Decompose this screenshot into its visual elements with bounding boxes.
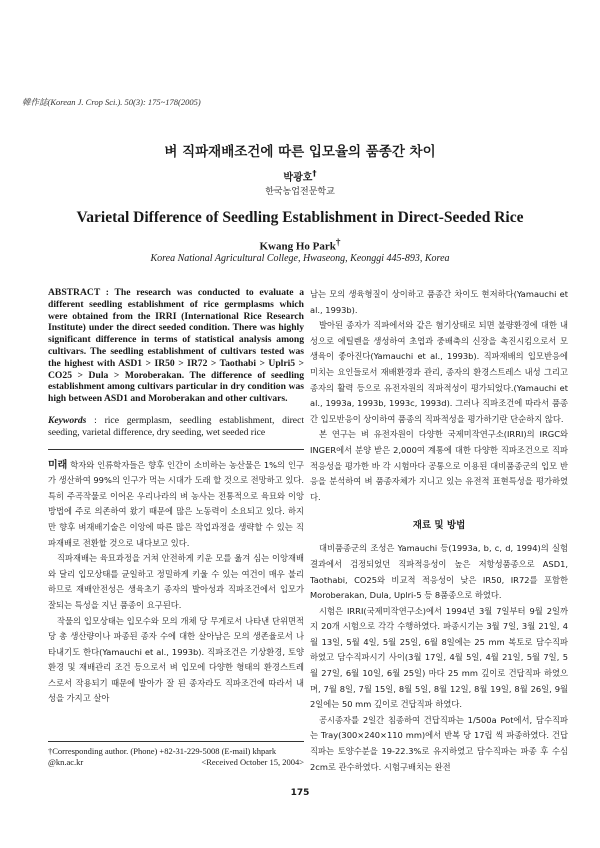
author-mark: † <box>312 168 317 178</box>
right-paragraph-3: 본 연구는 벼 유전자원이 다양한 국제미작연구소(IRRI)의 IRGC와 INGER에서 분양 받은 2,000여 계통에 대한 다양한 직파조건으로 직파 적응성을 평가한 바 각 시험마다 공통으로 이용된 대비품종군의 입모 반응을 분석하여 벼 품종자체가 지니고 있는 유전적 표현특성을 평가하였다. <box>310 429 568 502</box>
methods-paragraph-3: 공시종자를 2일간 침종하여 건답직파는 1/500a Pot에서, 담수직파는 Tray(300×240×110 mm)에서 반복 당 17립 씩 파종하였다. 건답직파는 토양수분을 19-22.3%로 유지하였고 담수직파는 파종 후 수심 2cm로 관수하였다. 시험구배치는 완전 <box>310 714 568 772</box>
footnote-email-domain: @kn.ac.kr <box>48 757 84 767</box>
korean-author <box>0 168 600 183</box>
abstract-divider <box>48 449 304 450</box>
methods-paragraph-1: 대비품종군의 조성은 Yamauchi 등(1993a, b, c, d, 1994)의 실험결과에서 검정되었던 직파적응성이 높은 저항성품종으로 ASD1, Taothabi, CO25와 비교적 적응성이 낮은 IR50, IR72를 포함한 Moroberakan, Dula, Uplri-5 등 8품종으로 하였다. <box>310 543 568 601</box>
author-mark-en: † <box>335 237 341 247</box>
methods-paragraph-2: 시험은 IRRI(국제미작연구소)에서 1994년 3월 7일부터 9월 2일까지 20개 시험으로 각각 수행하였다. 파종시기는 3월 7일, 3월 21일, 4월 13일, 5월 4일, 5월 25일, 6월 8일에는 25 mm 복토로 담수직파 하였고 담수직파시기 사이(3월 17일, 4월 5일, 4월 21일, 5월 7일, 5월 27일, 6월 10일, 6월 25일) 마다 25 mm 깊이로 건답직파 하였으며, 7월 8일, 7월 15일, 8월 5일, 8월 12일, 8월 19일, 8월 26일, 9월 2일에는 50 mm 깊이로 건답직파 하였다. <box>310 605 568 710</box>
methods-heading: 재료 및 방법 <box>412 520 466 532</box>
abstract: ABSTRACT : The research was conducted to evaluate a different seedling establishment of rice germplasms which were obtained from the IRRI (International Rice Research Institute) under the direct seeded condition. There was highly significant difference in terms of statistical analysis among cultivars. The seedling establishment of cultivars tested was the highest with ASD1 > IR50 > IR72 > Taothabi > Uplri5 > CO25 > Dula > Moroberakan. The difference of seedling establishment among cultivars particular in dry condition was high between ASD1 and Moroberakan and other cultivars. <box>48 287 304 405</box>
received-date: <Received October 15, 2004> <box>201 757 304 767</box>
intro-lead-word: 미래 <box>48 459 68 471</box>
right-column <box>310 287 568 775</box>
keywords-text: : rice germplasm, seedling establishment, direct seeding, varietal difference, dry seeding, wet seeded rice <box>48 414 304 438</box>
english-affiliation: Korea National Agricultural College, Hwaseong, Keonggi 445-893, Korea <box>150 253 450 264</box>
footnote-line-2 <box>48 757 304 768</box>
corresponding-footnote <box>48 741 304 768</box>
intro-text-1: 학자와 인류학자들은 향후 인간이 소비하는 농산물은 1%의 인구가 생산하여 99%의 인구가 먹는 시대가 도래 할 것으로 전망하고 있다. 특히 주곡작물로 이어온 우리나라의 벼 농사는 전통적으로 육묘와 이앙방법에 주로 의존하여 왔기 때문에 많은 노동력이 소요되고 있다. 하지만 향후 벼재배기술은 이앙에 따른 많은 작업과정을 생략할 수 있는 직파재배로 전환할 것으로 내다보고 있다. <box>48 459 304 548</box>
journal-header: 韓作誌(Korean J. Crop Sci.). 50(3): 175~178(2005) <box>22 97 201 107</box>
left-column <box>48 287 304 707</box>
korean-title: 벼 직파재배조건에 따른 입모율의 품종간 차이 <box>164 144 436 160</box>
footnote-line-1: †Corresponding author. (Phone) +82-31-229-5008 (E-mail) khpark <box>48 746 277 756</box>
intro-paragraph-2: 직파재배는 육묘과정을 거쳐 안전하게 키운 모를 옮겨 심는 이앙재배와 달리 입모상태를 균일하고 정밀하게 키울 수 있는 여건이 매우 불리하므로 재배안전성은 생육초기 종자의 발아성과 직파조건에서 입모가 잘되는 특성을 지닌 품종이 요구된다. <box>48 553 304 610</box>
right-paragraph-1: 남는 모의 생육형질이 상이하고 품종간 차이도 현저하다(Yamauchi et al., 1993b). <box>310 289 568 315</box>
page-number: 175 <box>290 788 310 798</box>
keywords <box>48 415 304 439</box>
english-author-name: Kwang Ho Park <box>259 240 336 253</box>
korean-author-name: 박광호 <box>283 172 313 184</box>
english-author <box>0 237 600 253</box>
intro-paragraph-1 <box>48 458 304 552</box>
korean-affiliation: 한국농업전문학교 <box>265 187 335 197</box>
right-paragraph-2: 발아된 종자가 직파에서와 같은 혐기상태로 되면 불량환경에 대한 내성으로 에틸렌을 생성하여 초엽과 중배축의 신장을 촉진시킴으로서 모 생육이 좋아진다(Yamauchi et al., 1993b). 직파재배의 입모반응에 미치는 요인들로서 재배환경과 관리, 종자의 환경스트레스 내성 그리고 종자의 활력 등으로 유전자원의 직파적성이 평가되었다.(Yamauchi et al., 1993a, 1993b, 1993c, 1993d). 그러나 직파조건에 따라서 품종간 입모반응이 상이하여 품종의 직파적성을 평가하기란 단순하지 않다. <box>310 320 568 424</box>
keywords-label: Keywords <box>48 414 87 426</box>
intro-paragraph-3: 작물의 입모상태는 입모수와 모의 개체 당 무게로서 나타낸 단위면적 당 총 생산량이나 파종된 종자 수에 대한 살아남은 모의 생존율로서 나타내기도 한다(Yamauchi et al., 1993b). 직파조건은 기상환경, 토양환경 및 재배관리 조건 등으로서 벼 입모에 다양한 형태의 환경스트레스로서 작용되기 때문에 발아가 잘 된 종자라도 직파조건에 따라서 내성을 가지고 살아 <box>48 615 304 704</box>
english-title: Varietal Difference of Seedling Establishment in Direct-Seeded Rice <box>76 209 524 226</box>
